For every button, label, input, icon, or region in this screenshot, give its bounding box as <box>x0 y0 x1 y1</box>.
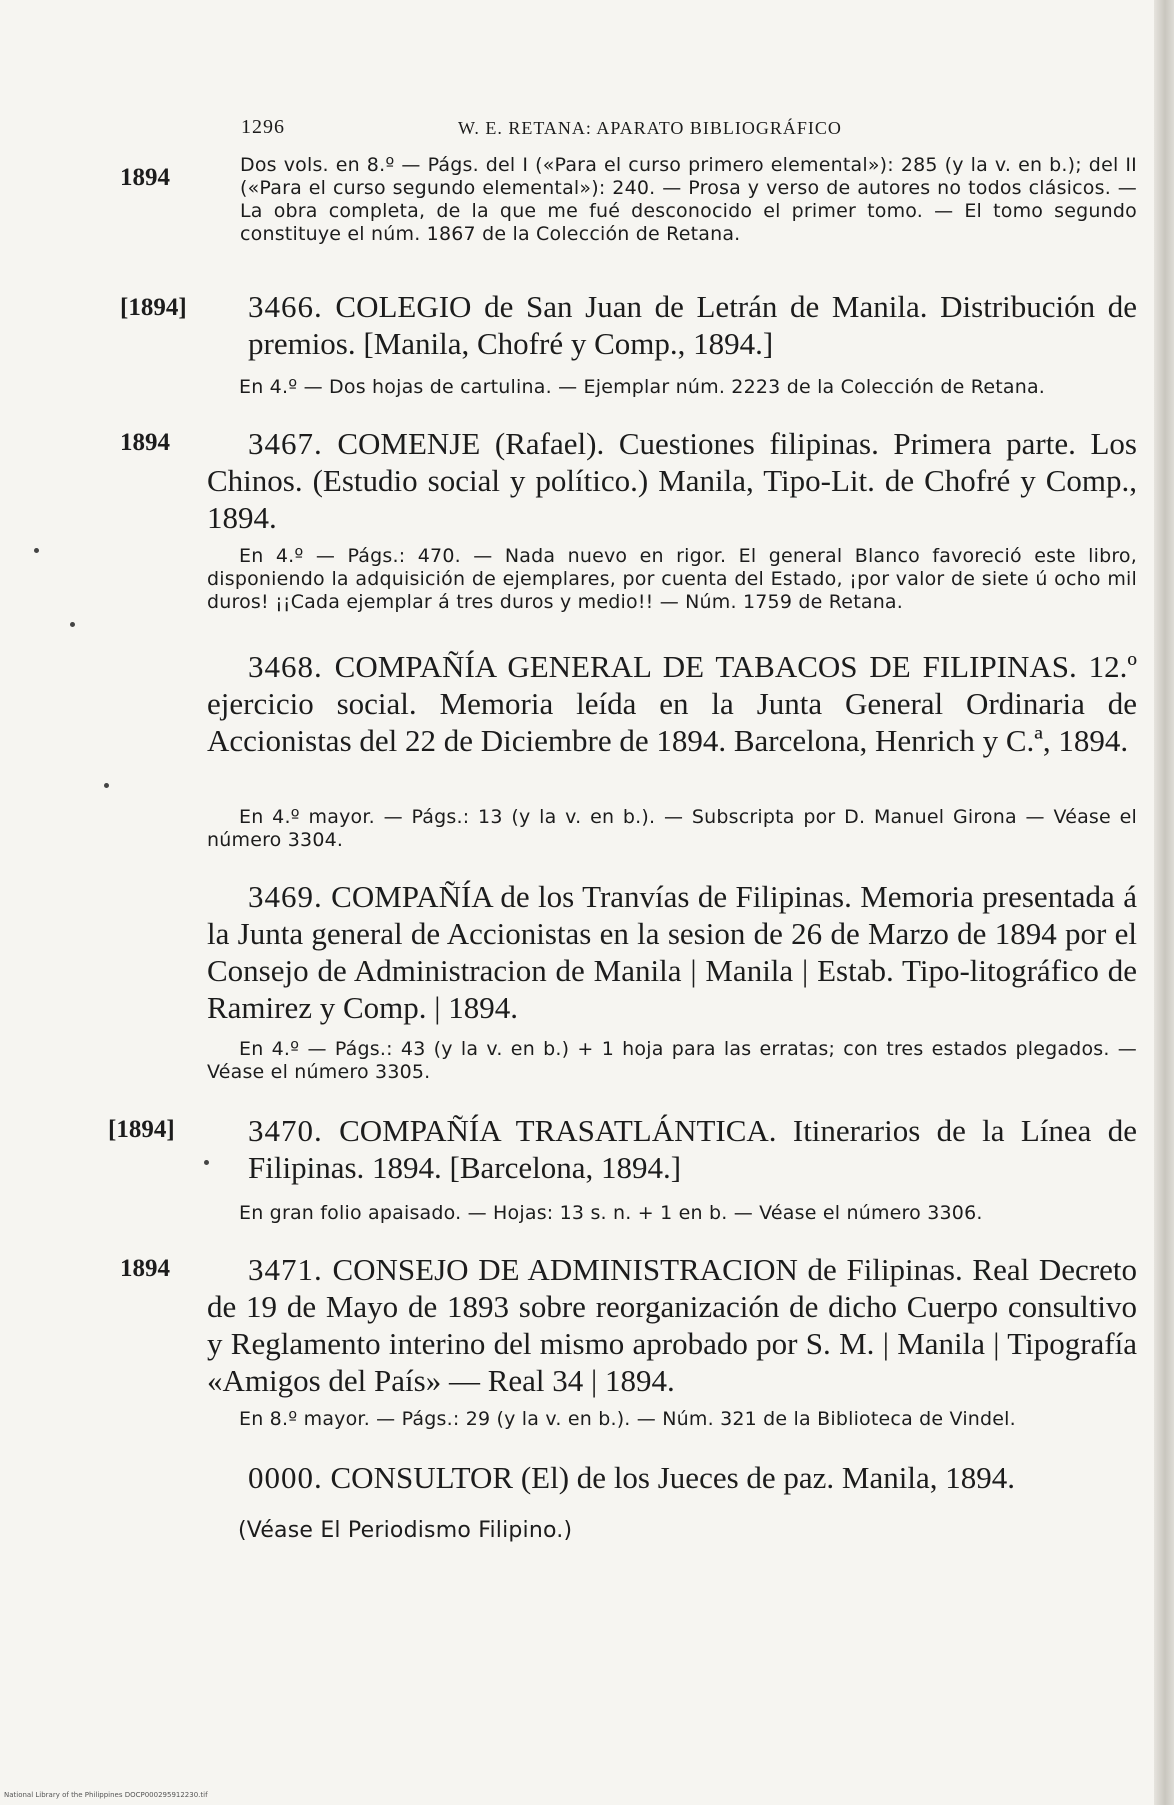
page-number: 1296 <box>241 116 285 138</box>
entry-main-text <box>207 878 1137 1026</box>
entry-number: 3468. <box>248 649 323 684</box>
entry-title: COMPAÑÍA de los Tranvías de Filipinas. Memoria presentada á la Junta general de Accionistas en la sesion de 26 de Marzo de 1894 por el Consejo de Administracion de Manila | Manila | Estab. Tipo-litográfico de Ramirez y Comp. | 1894. <box>207 879 1137 1025</box>
scan-credit: National Library of the Philippines DOCP000295912230.tif <box>4 1791 208 1799</box>
scan-speck <box>70 622 75 627</box>
entry-number: 3466. <box>248 289 323 324</box>
entry-title: CONSULTOR (El) de los Jueces de paz. Manila, 1894. <box>330 1460 1015 1495</box>
entry-note: En 4.º — Dos hojas de cartulina. — Ejemplar núm. 2223 de la Colección de Retana. <box>239 376 1046 398</box>
entry-title: COLEGIO de San Juan de Letrán de Manila. Distribución de premios. [Manila, Chofré y Comp., 1894.] <box>248 289 1138 361</box>
entry-main-text <box>248 1112 1137 1186</box>
entry-main-text <box>207 648 1137 759</box>
scan-speck <box>34 548 39 553</box>
entry-year: [1894] <box>120 294 187 321</box>
entry-note: En 4.º — Págs.: 470. — Nada nuevo en rigor. El general Blanco favoreció este libro, disponiendo la adquisición de ejemplares, por cuenta del Estado, ¡por valor de siete ú ocho mil duros! ¡¡Cada ejemplar á tres duros y medio!! — Núm. 1759 de Retana. <box>207 545 1137 613</box>
running-title: W. E. RETANA: APARATO BIBLIOGRÁFICO <box>458 118 842 138</box>
entry-main-text <box>207 1251 1137 1399</box>
entry-number: 3469. <box>248 879 323 914</box>
entry-note: En 8.º mayor. — Págs.: 29 (y la v. en b.). — Núm. 321 de la Biblioteca de Vindel. <box>239 1408 1016 1430</box>
entry-title: COMPAÑÍA GENERAL DE TABACOS DE FILIPINAS. 12.º ejercicio social. Memoria leída en la Junta General Ordinaria de Accionistas del 22 de Diciembre de 1894. Barcelona, Henrich y C.ª, 1894. <box>207 649 1138 758</box>
entry-year: 1894 <box>120 164 170 191</box>
entry-year: [1894] <box>108 1116 175 1143</box>
entry-note: En gran folio apaisado. — Hojas: 13 s. n. + 1 en b. — Véase el número 3306. <box>239 1202 983 1224</box>
entry-note: En 4.º mayor. — Págs.: 13 (y la v. en b.). — Subscripta por D. Manuel Girona — Véase el número 3304. <box>207 806 1137 851</box>
scan-speck <box>104 783 109 788</box>
entry-main-text <box>248 288 1137 362</box>
entry-note: (Véase El Periodismo Filipino.) <box>238 1518 573 1543</box>
entry-year: 1894 <box>120 429 170 456</box>
scan-edge <box>1154 0 1174 1805</box>
entry-note: Dos vols. en 8.º — Págs. del I («Para el curso primero elemental»): 285 (y la v. en b.); del II («Para el curso segundo elemental»): 240. — Prosa y verso de autores no todos clásicos. — La obra completa, de la que me fué desconocido el primer tomo. — El tomo segundo constituye el núm. 1867 de la Colección de Retana. <box>240 154 1137 245</box>
scan-speck <box>204 1160 209 1165</box>
entry-note: En 4.º — Págs.: 43 (y la v. en b.) + 1 hoja para las erratas; con tres estados plegados. — Véase el número 3305. <box>207 1038 1137 1083</box>
entry-year: 1894 <box>120 1255 170 1282</box>
entry-title: CONSEJO DE ADMINISTRACION de Filipinas. Real Decreto de 19 de Mayo de 1893 sobre reorganización de dicho Cuerpo consultivo y Reglamento interino del mismo aprobado por S. M. | Manila | Tipografía «Amigos del País» — Real 34 | 1894. <box>207 1252 1138 1398</box>
entry-title: COMPAÑÍA TRASATLÁNTICA. Itinerarios de la Línea de Filipinas. 1894. [Barcelona, 1894.] <box>248 1113 1138 1185</box>
entry-number: 3471. <box>248 1252 323 1287</box>
entry-title: COMENJE (Rafael). Cuestiones filipinas. Primera parte. Los Chinos. (Estudio social y político.) Manila, Tipo-Lit. de Chofré y Comp., 1894. <box>207 426 1137 535</box>
entry-number: 3467. <box>248 426 323 461</box>
entry-number: 3470. <box>248 1113 323 1148</box>
entry-number: 0000. <box>248 1460 323 1495</box>
entry-main-text <box>207 1459 1137 1496</box>
entry-main-text <box>207 425 1137 536</box>
